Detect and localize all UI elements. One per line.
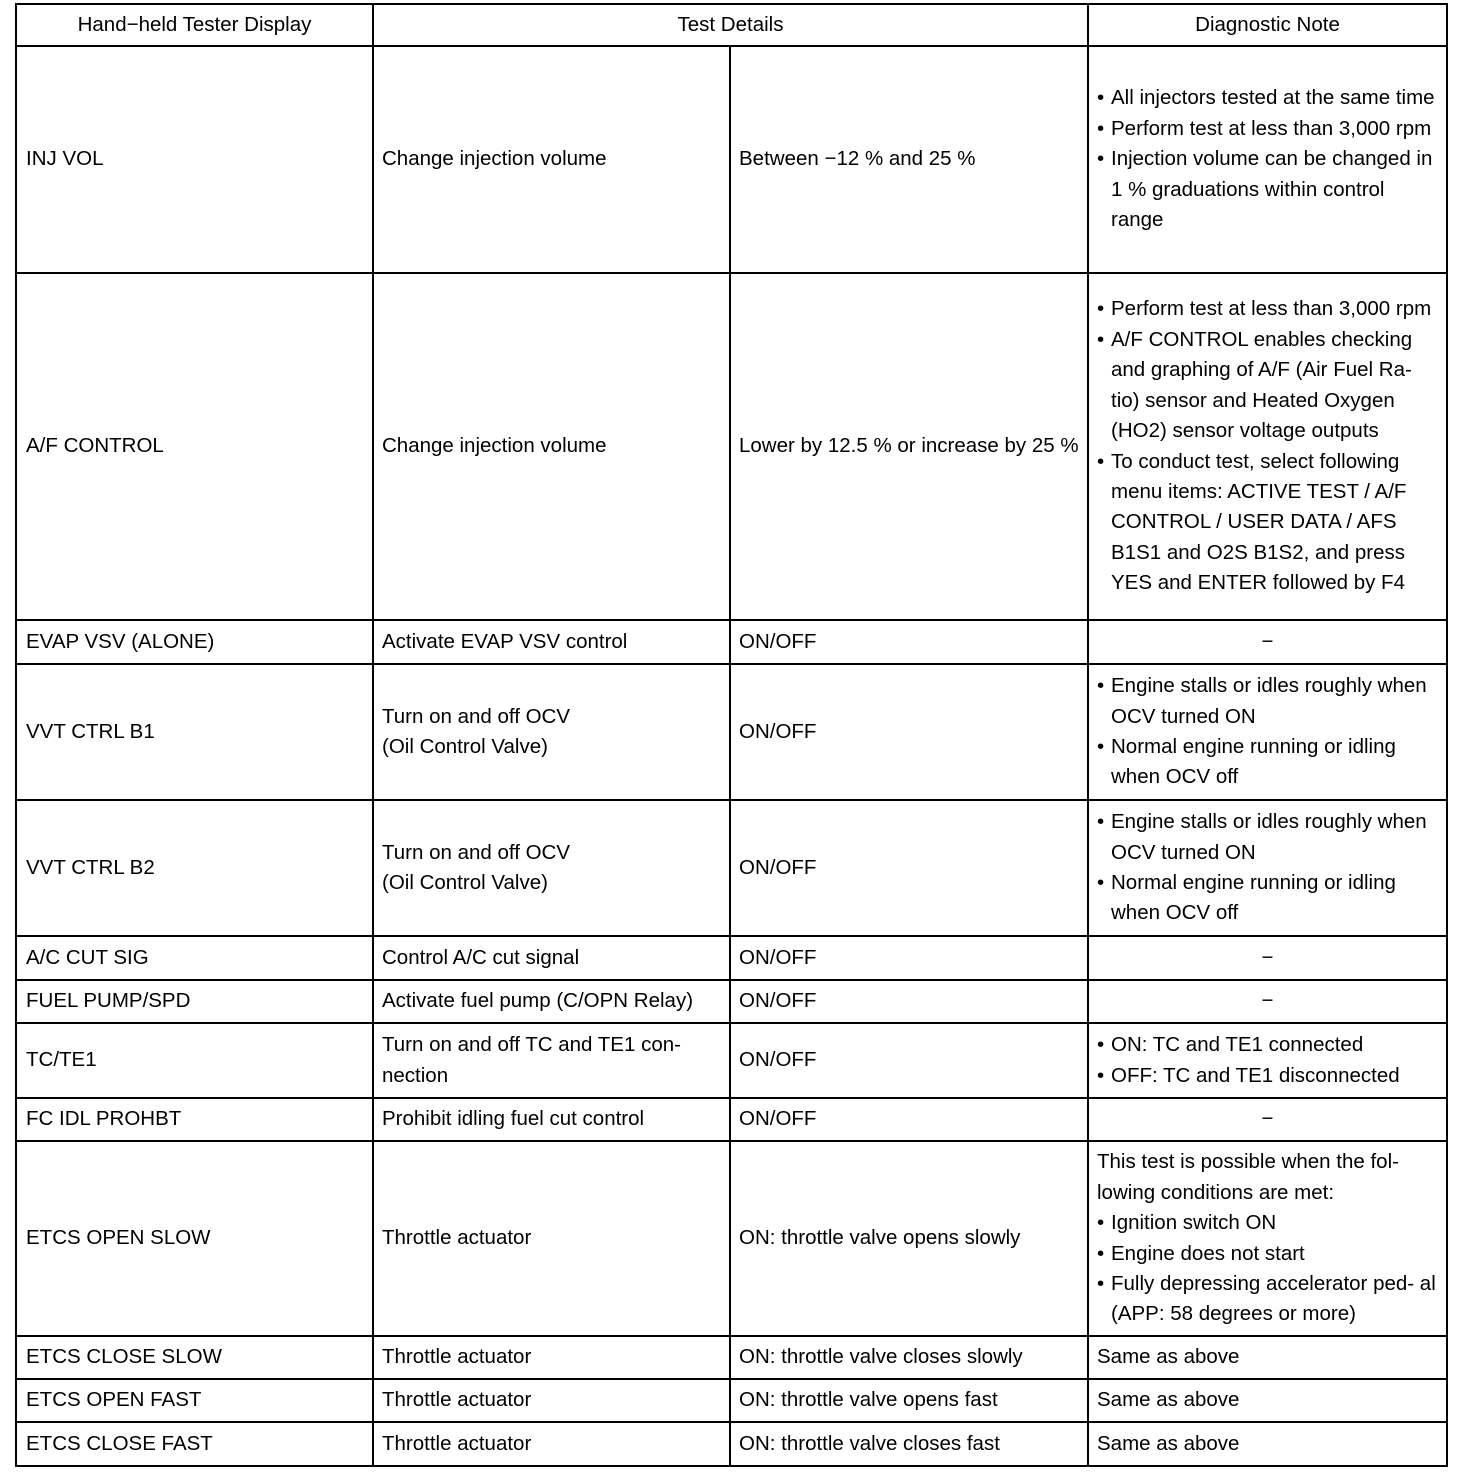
active-test-table [15,3,1448,1467]
note-item: • A/F CONTROL enables checking and graphing of A/F (Air Fuel Ra- tio) sensor and Heated Oxygen (HO2) sensor voltage outputs [1097,325,1438,447]
cell-test-range: ON/OFF [730,1023,1088,1098]
cell-diagnostic-note: − [1088,620,1447,664]
cell-diagnostic-note: Same as above [1088,1379,1447,1422]
cell-diagnostic-note: − [1088,1098,1447,1141]
detail-line: (Oil Control Valve) [382,871,548,894]
cell-test-detail: Throttle actuator [373,1422,730,1466]
cell-test-detail: Turn on and off TC and TE1 con- nection [373,1023,730,1098]
cell-diagnostic-note [1088,800,1447,936]
cell-display: FC IDL PROHBT [16,1098,373,1141]
cell-display: EVAP VSV (ALONE) [16,620,373,664]
cell-test-detail: Change injection volume [373,273,730,620]
table-body [16,46,1447,1466]
table-row [16,1098,1447,1141]
note-item: • To conduct test, select following menu items: ACTIVE TEST / A/F CONTROL / USER DATA / AFS B1S1 and O2S B1S2, and press YES and ENTER followed by F4 [1097,447,1438,599]
table-row [16,273,1447,620]
header-display: Hand−held Tester Display [16,4,373,46]
detail-line: (Oil Control Valve) [382,735,548,758]
cell-display: ETCS CLOSE SLOW [16,1336,373,1379]
cell-test-range: ON: throttle valve closes slowly [730,1336,1088,1379]
table-row [16,1023,1447,1098]
note-item: • Normal engine running or idling when OCV off [1097,868,1438,929]
table-row [16,1379,1447,1422]
cell-diagnostic-note: Same as above [1088,1422,1447,1466]
note-item: • Injection volume can be changed in 1 % graduations within control range [1097,144,1438,235]
cell-display: FUEL PUMP/SPD [16,980,373,1023]
cell-test-detail: Throttle actuator [373,1141,730,1336]
note-item: • OFF: TC and TE1 disconnected [1097,1061,1438,1091]
table-row [16,1141,1447,1336]
cell-test-range: ON/OFF [730,1098,1088,1141]
cell-display: ETCS CLOSE FAST [16,1422,373,1466]
note-item: • Fully depressing accelerator ped- al (APP: 58 degrees or more) [1097,1269,1438,1330]
cell-test-range: ON: throttle valve opens slowly [730,1141,1088,1336]
note-list [1097,83,1438,235]
cell-test-range: ON/OFF [730,800,1088,936]
note-intro: This test is possible when the fol- lowing conditions are met: [1097,1150,1399,1204]
detail-line: Turn on and off OCV [382,840,571,864]
cell-test-detail: Throttle actuator [373,1379,730,1422]
cell-test-range: Lower by 12.5 % or increase by 25 % [730,273,1088,620]
cell-display: TC/TE1 [16,1023,373,1098]
note-item: • Engine stalls or idles roughly when OCV turned ON [1097,671,1438,732]
cell-test-range: ON/OFF [730,980,1088,1023]
note-item: • ON: TC and TE1 connected [1097,1030,1438,1060]
note-item: • Ignition switch ON [1097,1208,1438,1238]
detail-line: Turn on and off OCV [382,704,571,728]
cell-test-range: ON/OFF [730,664,1088,800]
table-row [16,936,1447,980]
cell-display: A/C CUT SIG [16,936,373,980]
cell-test-range: ON/OFF [730,936,1088,980]
cell-test-detail: Activate EVAP VSV control [373,620,730,664]
cell-diagnostic-note [1088,273,1447,620]
note-item: • Perform test at less than 3,000 rpm [1097,114,1438,144]
note-list [1097,1208,1438,1330]
cell-display: ETCS OPEN SLOW [16,1141,373,1336]
note-list [1097,294,1438,598]
note-list [1097,807,1438,929]
cell-test-detail: Change injection volume [373,46,730,273]
note-item: • Engine does not start [1097,1239,1438,1269]
table-row [16,980,1447,1023]
table-row [16,620,1447,664]
cell-diagnostic-note: Same as above [1088,1336,1447,1379]
note-item: • Engine stalls or idles roughly when OCV turned ON [1097,807,1438,868]
note-list [1097,1030,1438,1091]
note-item: • All injectors tested at the same time [1097,83,1438,113]
cell-display: ETCS OPEN FAST [16,1379,373,1422]
cell-diagnostic-note [1088,664,1447,800]
table-row [16,46,1447,273]
cell-display: VVT CTRL B2 [16,800,373,936]
note-item: • Normal engine running or idling when OCV off [1097,732,1438,793]
header-row [16,4,1447,46]
cell-test-detail: Prohibit idling fuel cut control [373,1098,730,1141]
cell-test-range: ON: throttle valve closes fast [730,1422,1088,1466]
note-list [1097,671,1438,793]
cell-diagnostic-note [1088,1023,1447,1098]
cell-diagnostic-note [1088,46,1447,273]
cell-diagnostic-note: − [1088,980,1447,1023]
cell-test-detail [373,664,730,800]
cell-display: VVT CTRL B1 [16,664,373,800]
table-row [16,1422,1447,1466]
cell-test-detail: Activate fuel pump (C/OPN Relay) [373,980,730,1023]
table-row [16,800,1447,936]
cell-test-range: ON/OFF [730,620,1088,664]
cell-diagnostic-note [1088,1141,1447,1336]
cell-diagnostic-note: − [1088,936,1447,980]
cell-test-detail: Control A/C cut signal [373,936,730,980]
note-item: • Perform test at less than 3,000 rpm [1097,294,1438,324]
cell-test-detail [373,800,730,936]
header-details: Test Details [373,4,1088,46]
cell-display: INJ VOL [16,46,373,273]
cell-test-detail: Throttle actuator [373,1336,730,1379]
table-row [16,1336,1447,1379]
cell-test-range: Between −12 % and 25 % [730,46,1088,273]
table-row [16,664,1447,800]
cell-display: A/F CONTROL [16,273,373,620]
cell-test-range: ON: throttle valve opens fast [730,1379,1088,1422]
header-note: Diagnostic Note [1088,4,1447,46]
